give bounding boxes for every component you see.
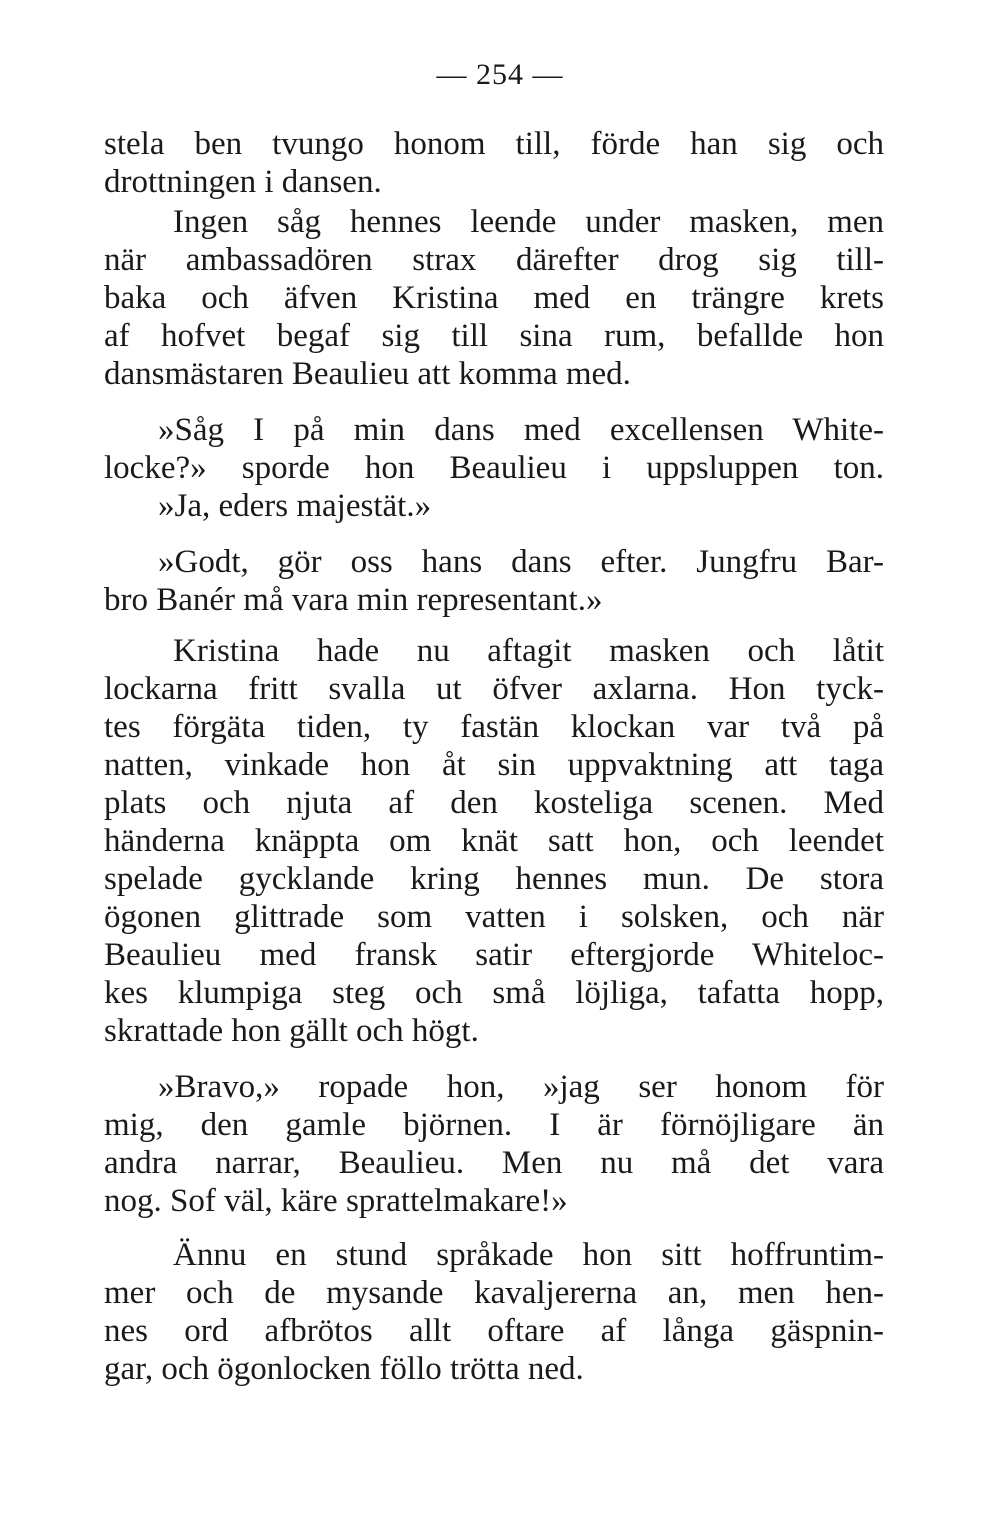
text-line: »Ja, eders majestät.» xyxy=(158,488,432,524)
text-line: Ingen såg hennes leende under masken, men xyxy=(173,204,884,240)
text-line: »Bravo,» ropade hon, »jag ser honom för xyxy=(158,1069,884,1105)
text-line: dansmästaren Beaulieu att komma med. xyxy=(104,356,631,392)
text-line: gar, och ögonlocken föllo trötta ned. xyxy=(104,1351,584,1387)
text-line: mig, den gamle björnen. I är förnöjligare än xyxy=(104,1107,884,1143)
text-line: kes klumpiga steg och små löjliga, tafatta hopp, xyxy=(104,975,884,1011)
text-line: skrattade hon gällt och högt. xyxy=(104,1013,479,1049)
text-line: tes förgäta tiden, ty fastän klockan var två på xyxy=(104,709,884,745)
text-line: Kristina hade nu aftagit masken och låtit xyxy=(173,633,884,669)
text-line: Beaulieu med fransk satir eftergjorde Whiteloc- xyxy=(104,937,884,973)
text-line: när ambassadören strax därefter drog sig till- xyxy=(104,242,884,278)
text-line: nog. Sof väl, käre sprattelmakare!» xyxy=(104,1183,568,1219)
text-line: spelade gycklande kring hennes mun. De stora xyxy=(104,861,884,897)
text-line: »Såg I på min dans med excellensen White- xyxy=(158,412,884,448)
page-number: — 254 — xyxy=(436,58,564,91)
text-line: af hofvet begaf sig till sina rum, befallde hon xyxy=(104,318,884,354)
text-line: baka och äfven Kristina med en trängre krets xyxy=(104,280,884,316)
text-line: Ännu en stund språkade hon sitt hoffruntim- xyxy=(173,1237,884,1273)
text-line: stela ben tvungo honom till, förde han sig och xyxy=(104,126,884,162)
text-line: lockarna fritt svalla ut öfver axlarna. Hon tyck- xyxy=(104,671,884,707)
text-line: »Godt, gör oss hans dans efter. Jungfru Bar- xyxy=(158,544,884,580)
text-line: plats och njuta af den kosteliga scenen. Med xyxy=(104,785,884,821)
text-line: nes ord afbrötos allt oftare af långa gäspnin- xyxy=(104,1313,884,1349)
text-line: ögonen glittrade som vatten i solsken, och när xyxy=(104,899,884,935)
text-line: bro Banér må vara min representant.» xyxy=(104,582,603,618)
text-line: locke?» sporde hon Beaulieu i uppsluppen ton. xyxy=(104,450,884,486)
text-line: drottningen i dansen. xyxy=(104,164,382,200)
text-line: andra narrar, Beaulieu. Men nu må det vara xyxy=(104,1145,884,1181)
text-line: natten, vinkade hon åt sin uppvaktning att taga xyxy=(104,747,884,783)
text-line: händerna knäppta om knät satt hon, och leendet xyxy=(104,823,884,859)
text-line: mer och de mysande kavaljererna an, men hen- xyxy=(104,1275,884,1311)
